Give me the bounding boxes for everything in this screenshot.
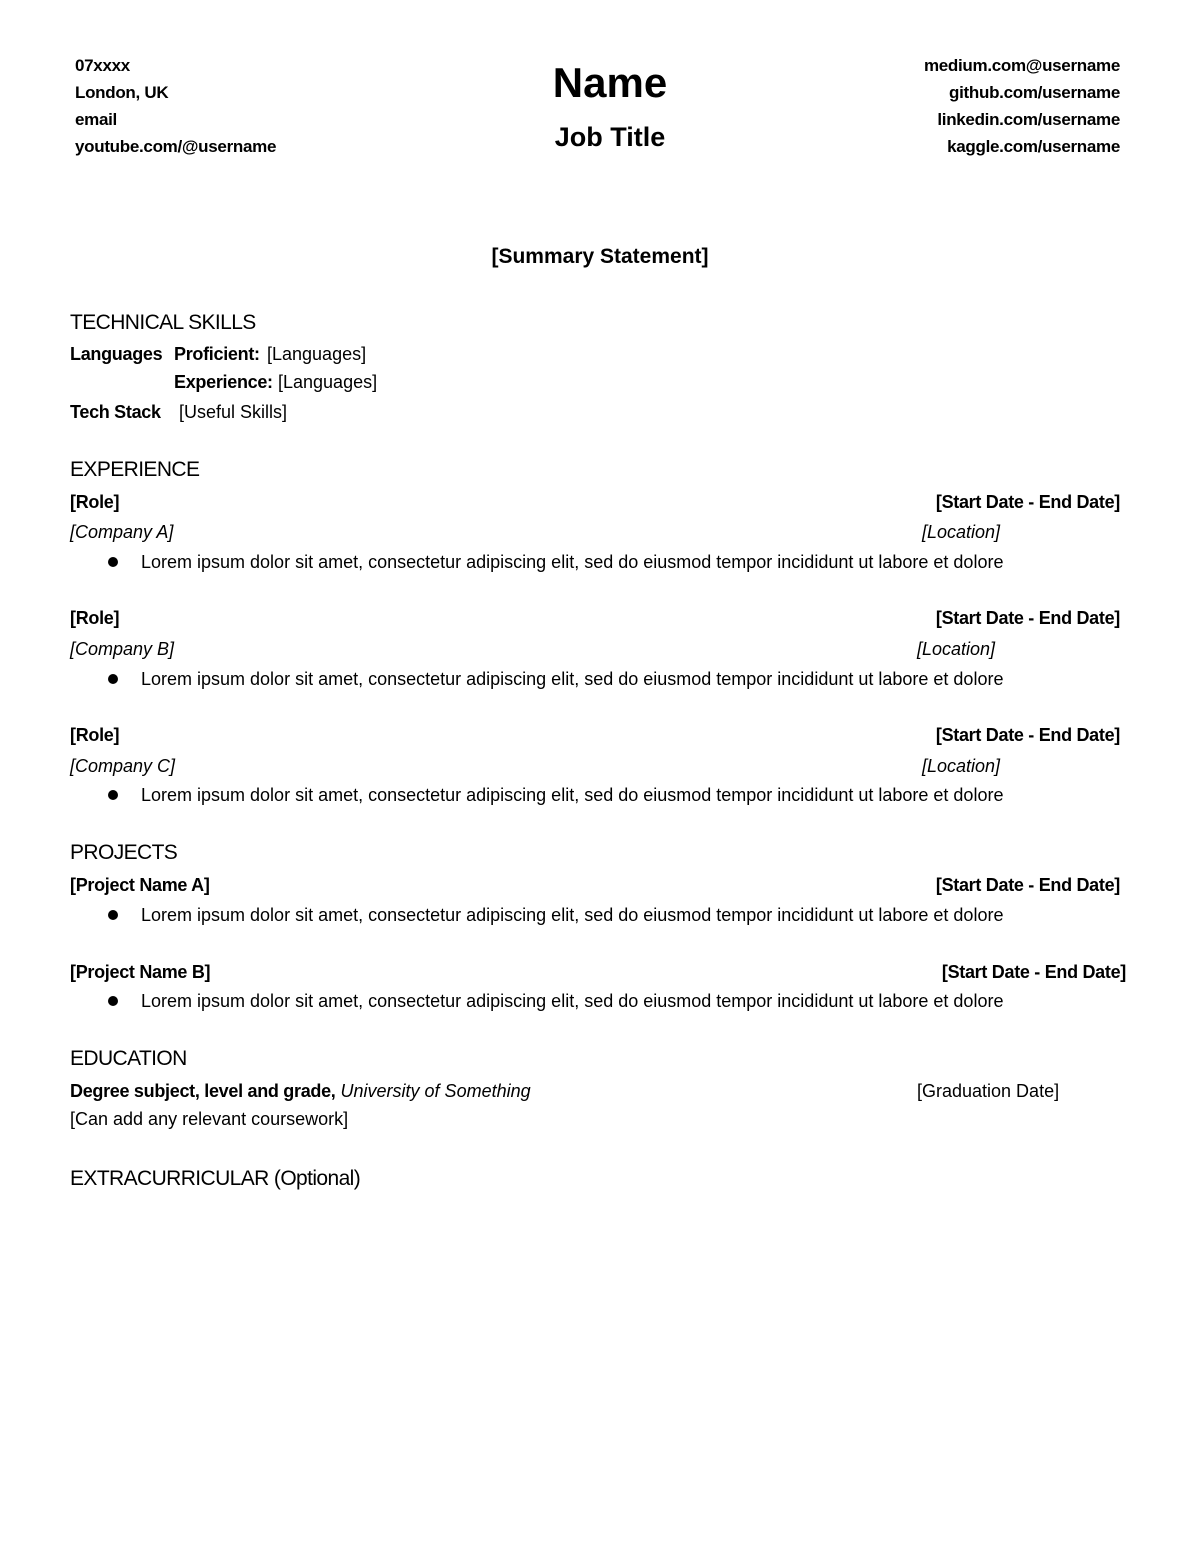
education-heading: EDUCATION bbox=[70, 1047, 187, 1070]
kaggle-link[interactable]: kaggle.com/username bbox=[947, 137, 1120, 156]
tech-stack-value: [Useful Skills] bbox=[179, 402, 288, 422]
proficient-label: Proficient: bbox=[174, 344, 260, 364]
bullet-icon bbox=[108, 910, 118, 920]
education-degree-row bbox=[70, 1077, 1120, 1105]
date-range: [Start Date - End Date] bbox=[935, 492, 1120, 512]
youtube-link[interactable]: youtube.com/@username bbox=[75, 137, 277, 156]
location-text: [Location] bbox=[917, 639, 996, 659]
project-item-1-header bbox=[70, 871, 1120, 899]
job-title: Job Title bbox=[554, 122, 666, 152]
tech-stack-label: Tech Stack bbox=[70, 402, 161, 422]
graduation-date: [Graduation Date] bbox=[917, 1081, 1060, 1101]
role-title: [Role] bbox=[70, 725, 120, 745]
date-range: [Start Date - End Date] bbox=[935, 725, 1120, 745]
date-range: [Start Date - End Date] bbox=[935, 875, 1120, 895]
experience-item-2-header bbox=[70, 604, 1120, 632]
coursework-text: [Can add any relevant coursework] bbox=[70, 1109, 349, 1129]
proficient-value: [Languages] bbox=[267, 344, 367, 364]
bullet-icon bbox=[108, 996, 118, 1006]
projects-heading: PROJECTS bbox=[70, 841, 178, 864]
bullet-icon bbox=[108, 557, 118, 567]
bullet-text: Lorem ipsum dolor sit amet, consectetur adipiscing elit, sed do eiusmod tempor incididunt ut labore et dolore bbox=[141, 991, 1004, 1011]
technical-skills-heading: TECHNICAL SKILLS bbox=[70, 311, 256, 334]
location-text: London, UK bbox=[75, 83, 169, 102]
experience-item-1-header bbox=[70, 488, 1120, 516]
project-name: [Project Name B] bbox=[70, 962, 211, 982]
university-name: University of Something bbox=[340, 1081, 531, 1101]
medium-link[interactable]: medium.com@username bbox=[923, 56, 1120, 75]
experience-value: [Languages] bbox=[278, 372, 378, 392]
summary-statement: [Summary Statement] bbox=[491, 245, 709, 268]
date-range: [Start Date - End Date] bbox=[935, 608, 1120, 628]
linkedin-link[interactable]: linkedin.com/username bbox=[937, 110, 1120, 129]
role-title: [Role] bbox=[70, 492, 120, 512]
bullet-text: Lorem ipsum dolor sit amet, consectetur adipiscing elit, sed do eiusmod tempor incididunt ut labore et dolore bbox=[141, 785, 1004, 805]
contact-right-block bbox=[924, 52, 1120, 160]
phone-number: 07xxxx bbox=[75, 56, 130, 75]
bullet-icon bbox=[108, 790, 118, 800]
role-title: [Role] bbox=[70, 608, 120, 628]
experience-item-3-header bbox=[70, 721, 1120, 749]
experience-label: Experience: bbox=[174, 372, 273, 392]
bullet-text: Lorem ipsum dolor sit amet, consectetur adipiscing elit, sed do eiusmod tempor incididunt ut labore et dolore bbox=[141, 905, 1004, 925]
candidate-name: Name bbox=[552, 59, 668, 106]
project-item-2-header bbox=[70, 958, 1126, 986]
email-text: email bbox=[75, 110, 117, 129]
experience-item-3-company-row bbox=[70, 752, 1120, 780]
experience-heading: EXPERIENCE bbox=[70, 458, 200, 481]
degree-line bbox=[70, 1077, 531, 1105]
experience-item-2-company-row bbox=[70, 635, 1120, 663]
education-coursework-row bbox=[70, 1105, 1120, 1133]
company-name: [Company B] bbox=[70, 639, 175, 659]
github-link[interactable]: github.com/username bbox=[949, 83, 1120, 102]
languages-label: Languages bbox=[70, 344, 163, 364]
degree-text: Degree subject, level and grade, bbox=[70, 1081, 336, 1101]
experience-item-1-company-row bbox=[70, 518, 1120, 546]
project-name: [Project Name A] bbox=[70, 875, 210, 895]
company-name: [Company A] bbox=[70, 522, 174, 542]
bullet-text: Lorem ipsum dolor sit amet, consectetur adipiscing elit, sed do eiusmod tempor incididunt ut labore et dolore bbox=[141, 669, 1004, 689]
location-text: [Location] bbox=[922, 756, 1001, 776]
bullet-text: Lorem ipsum dolor sit amet, consectetur adipiscing elit, sed do eiusmod tempor incididunt ut labore et dolore bbox=[141, 552, 1004, 572]
extracurricular-heading: EXTRACURRICULAR (Optional) bbox=[70, 1167, 361, 1190]
bullet-icon bbox=[108, 674, 118, 684]
company-name: [Company C] bbox=[70, 756, 176, 776]
date-range: [Start Date - End Date] bbox=[941, 962, 1126, 982]
location-text: [Location] bbox=[922, 522, 1001, 542]
